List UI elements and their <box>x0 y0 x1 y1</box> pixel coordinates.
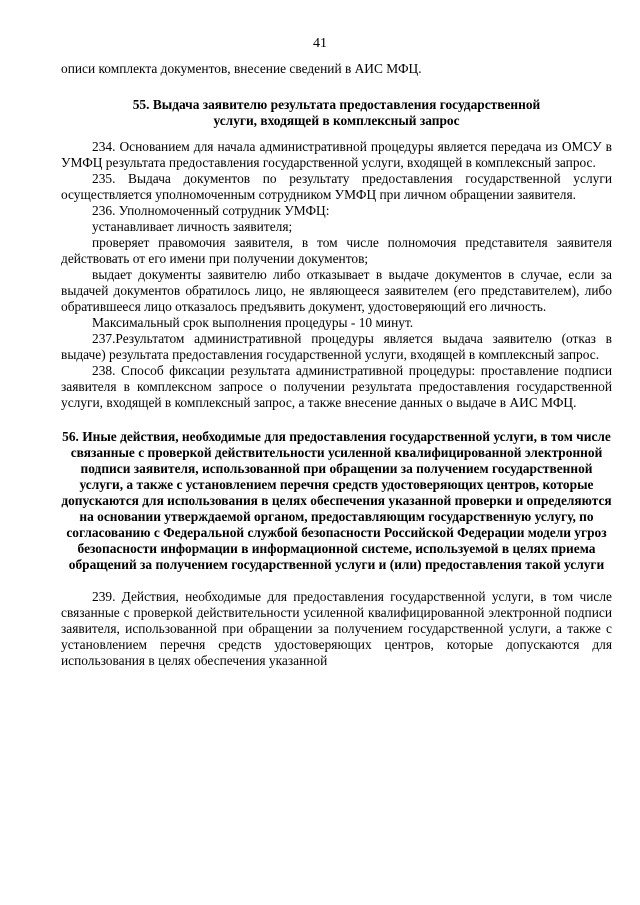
paragraph-max-time: Максимальный срок выполнения процедуры - 10 минут. <box>92 315 414 330</box>
spacer <box>61 411 612 429</box>
paragraph-239: 239. Действия, необходимые для предоставления государственной услуги, в том числе связанные с проверкой действительности усиленной квалифицированной электронной подписи заявителя, использованной при обращении за получением государственной услуги, а также с установлением перечня средств удостоверяющих центров, которые допускаются для использования в целях обеспечения указанной <box>61 589 612 668</box>
section-56-heading: 56. Иные действия, необходимые для предоставления государственной услуги, в том числе связанные с проверкой действительности усиленной квалифицированной электронной подписи заявителя, использованной при обращении за получением государственной услуги, а также с установлением перечня средств удостоверяющих центров, которые допускаются для использования в целях обеспечения указанной проверки и определяются на основании утверждаемой органом, предоставляющим государственную услугу, по согласованию с Федеральной службой безопасности Российской Федерации модели угроз безопасности информации в информационной системе, используемой в целях приема обращений за получением государственной услуги и (или) предоставления такой услуги <box>61 429 612 572</box>
spacer <box>61 77 612 97</box>
paragraph-235: 235. Выдача документов по результату предоставления государственной услуги осуществляется уполномоченным сотрудником УМФЦ при личном обращении заявителя. <box>61 171 612 202</box>
list-item-identity: устанавливает личность заявителя; <box>92 219 293 234</box>
paragraph-237: 237.Результатом административной процедуры является выдача заявителю (отказ в выдаче) результата предоставления государственной услуги, входящей в комплексный запрос. <box>61 331 612 362</box>
spacer <box>61 129 612 139</box>
paragraph-238: 238. Способ фиксации результата административной процедуры: проставление подписи заявителя в комплексном запросе о получении результата предоставления государственной услуги, входящей в комплексный запрос, а также внесение данных о выдаче в АИС МФЦ. <box>61 363 612 410</box>
continued-paragraph: описи комплекта документов, внесение сведений в АИС МФЦ. <box>61 61 422 76</box>
document-body <box>61 61 612 669</box>
list-item-authority: проверяет правомочия заявителя, в том числе полномочия представителя заявителя действовать от его имени при получении документов; <box>61 235 612 266</box>
paragraph-234: 234. Основанием для начала административной процедуры является передача из ОМСУ в УМФЦ результата предоставления государственной услуги, входящей в комплексный запрос. <box>61 139 612 170</box>
page-number: 41 <box>313 36 327 51</box>
spacer <box>61 573 612 589</box>
list-item-issue: выдает документы заявителю либо отказывает в выдаче документов в случае, если за выдачей документов обратилось лицо, не являющееся заявителем (его представителем), либо обратившееся лицо отказалось предъявить документ, удостоверяющий его личность. <box>61 267 612 314</box>
paragraph-236: 236. Уполномоченный сотрудник УМФЦ: <box>92 203 330 218</box>
section-55-heading: 55. Выдача заявителю результата предоставления государственной услуги, входящей в комплексный запрос <box>132 97 541 128</box>
